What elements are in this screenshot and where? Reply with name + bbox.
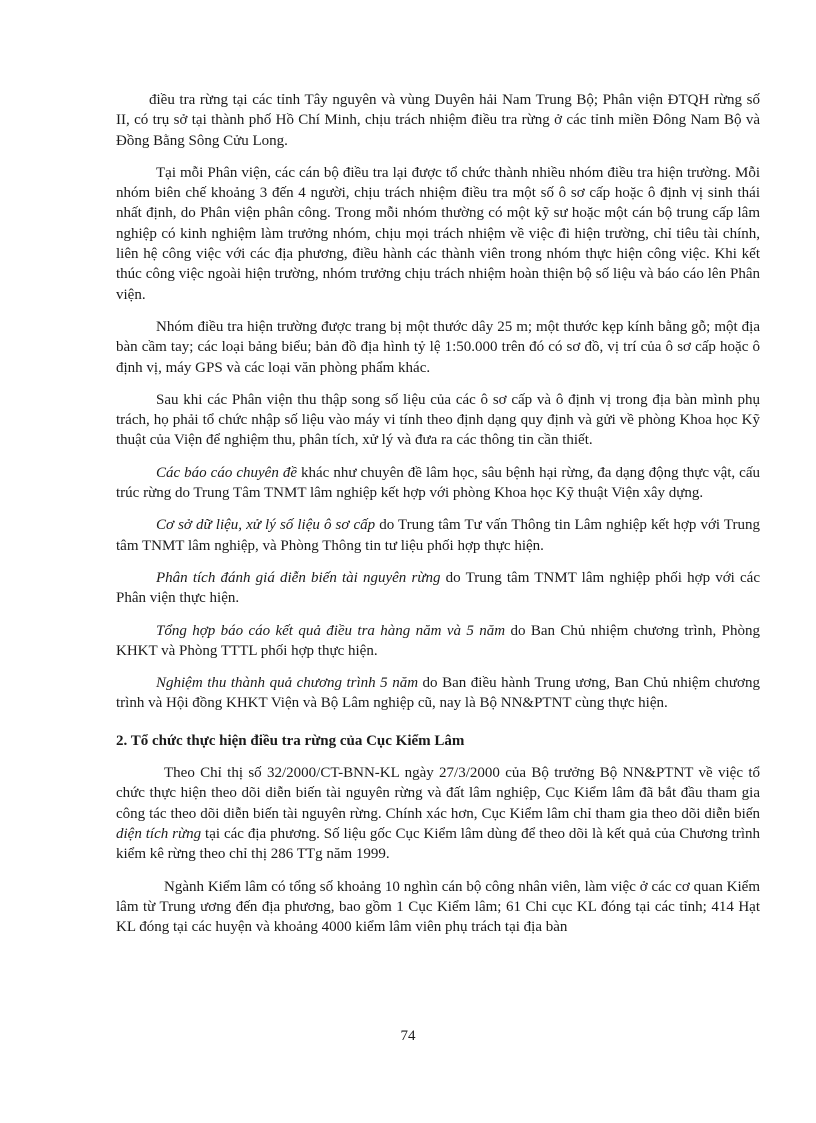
paragraph-field-teams: Tại mỗi Phân viện, các cán bộ điều tra lại được tổ chức thành nhiều nhóm điều tra hiện trường. Mỗi nhóm biên chế khoảng 3 đến 4 người, chịu trách nhiệm điều tra một số ô sơ cấp hoặc ô định vị sinh thái nhất định, do Phân viện phân công. Trong mỗi nhóm thường có một kỹ sư hoặc một cán bộ trung cấp lâm nghiệp có kinh nghiệm làm trưởng nhóm, chịu mọi trách nhiệm về việc đi hiện trường, chỉ tiêu tài chính, liên hệ công việc với các địa phương, điều hành các thành viên trong nhóm thực hiện công việc. Khi kết thúc công việc ngoài hiện trường, nhóm trưởng chịu trách nhiệm hoàn thiện bộ số liệu và báo cáo lên Phân viện. (116, 164, 760, 303)
text-resource-analysis: do Trung tâm TNMT lâm nghiệp phối hợp với các Phân viện thực hiện. (116, 569, 760, 607)
emphasis-database: Cơ sở dữ liệu, xử lý số liệu ô sơ cấp (156, 517, 376, 534)
paragraph-database (116, 515, 760, 556)
page-number: 74 (400, 1028, 416, 1044)
paragraph-resource-analysis (116, 568, 760, 609)
paragraph-continuation: điều tra rừng tại các tỉnh Tây nguyên và vùng Duyên hải Nam Trung Bộ; Phân viện ĐTQH rừng số II, có trụ sở tại thành phố Hồ Chí Minh, chịu trách nhiệm điều tra rừng ở các tỉnh miền Đông Nam Bộ và Đồng Bằng Sông Cửu Long. (116, 92, 760, 149)
text-directive-b: tại các địa phương. Số liệu gốc Cục Kiểm lâm dùng để theo dõi là kết quả của Chương trình kiểm kê rừng theo chỉ thị 286 TTg năm 1999. (116, 825, 760, 863)
emphasis-forest-area: diện tích rừng (116, 825, 202, 842)
paragraph-thematic-reports (116, 463, 760, 504)
paragraph-acceptance (116, 673, 760, 714)
paragraph-ranger-staff: Ngành Kiểm lâm có tổng số khoảng 10 nghìn cán bộ công nhân viên, làm việc ở các cơ quan Kiểm lâm từ Trung ương đến địa phương, bao gồm 1 Cục Kiểm lâm; 61 Chi cục KL đóng tại các tỉnh; 414 Hạt KL đóng tại các huyện và khoảng 4000 kiểm lâm viên phụ trách tại địa bàn (116, 878, 760, 936)
paragraph-directive (116, 763, 760, 864)
emphasis-acceptance: Nghiệm thu thành quả chương trình 5 năm (156, 675, 419, 692)
text-acceptance: do Ban điều hành Trung ương, Ban Chủ nhiệm chương trình và Hội đồng KHKT Viện và Bộ Lâm nghiệp cũ, nay là Bộ NN&PTNT cùng thực hiện. (116, 675, 760, 712)
paragraph-equipment: Nhóm điều tra hiện trường được trang bị một thước dây 25 m; một thước kẹp kính bằng gỗ; một địa bàn cầm tay; các loại bảng biểu; bản đồ địa hình tỷ lệ 1:50.000 trên đó có sơ đồ, vị trí của ô sơ cấp hoặc ô định vị, máy GPS và các loại văn phòng phẩm khác. (116, 318, 760, 376)
emphasis-thematic-reports: Các báo cáo chuyên đề (156, 464, 297, 481)
emphasis-annual-summary: Tổng hợp báo cáo kết quả điều tra hàng năm và 5 năm (156, 622, 506, 639)
section-heading: 2. Tổ chức thực hiện điều tra rừng của Cục Kiểm Lâm (116, 732, 465, 749)
document-body (116, 90, 760, 937)
text-directive-a: Theo Chỉ thị số 32/2000/CT-BNN-KL ngày 27/3/2000 của Bộ trưởng Bộ NN&PTNT về việc tổ chức thực hiện theo dõi diễn biến tài nguyên rừng và đất lâm nghiệp, Cục Kiểm lâm đã bắt đầu tham gia công tác theo dõi diễn biến tài nguyên rừng. Chính xác hơn, Cục Kiểm lâm chỉ tham gia theo dõi diễn biến (116, 765, 760, 822)
text-database: do Trung tâm Tư vấn Thông tin Lâm nghiệp kết hợp với Trung tâm TNMT lâm nghiệp, và Phòng Thông tin tư liệu phối hợp thực hiện. (116, 517, 760, 554)
text-thematic-reports: khác như chuyên đề lâm học, sâu bệnh hại rừng, đa dạng động thực vật, cấu trúc rừng do Trung Tâm TNMT lâm nghiệp kết hợp với phòng Khoa học Kỹ thuật Viện xây dựng. (116, 464, 760, 502)
emphasis-resource-analysis: Phân tích đánh giá diễn biến tài nguyên rừng (156, 569, 441, 586)
paragraph-data-entry: Sau khi các Phân viện thu thập song số liệu của các ô sơ cấp và ô định vị trong địa bàn mình phụ trách, họ phải tổ chức nhập số liệu vào máy vi tính theo định dạng quy định và gửi về phòng Khoa học Kỹ thuật của Viện để nghiệm thu, phân tích, xử lý và đưa ra các thông tin cần thiết. (116, 391, 760, 449)
paragraph-annual-summary (116, 621, 760, 662)
text-annual-summary: do Ban Chủ nhiệm chương trình, Phòng KHKT và Phòng TTTL phối hợp thực hiện. (116, 622, 760, 659)
